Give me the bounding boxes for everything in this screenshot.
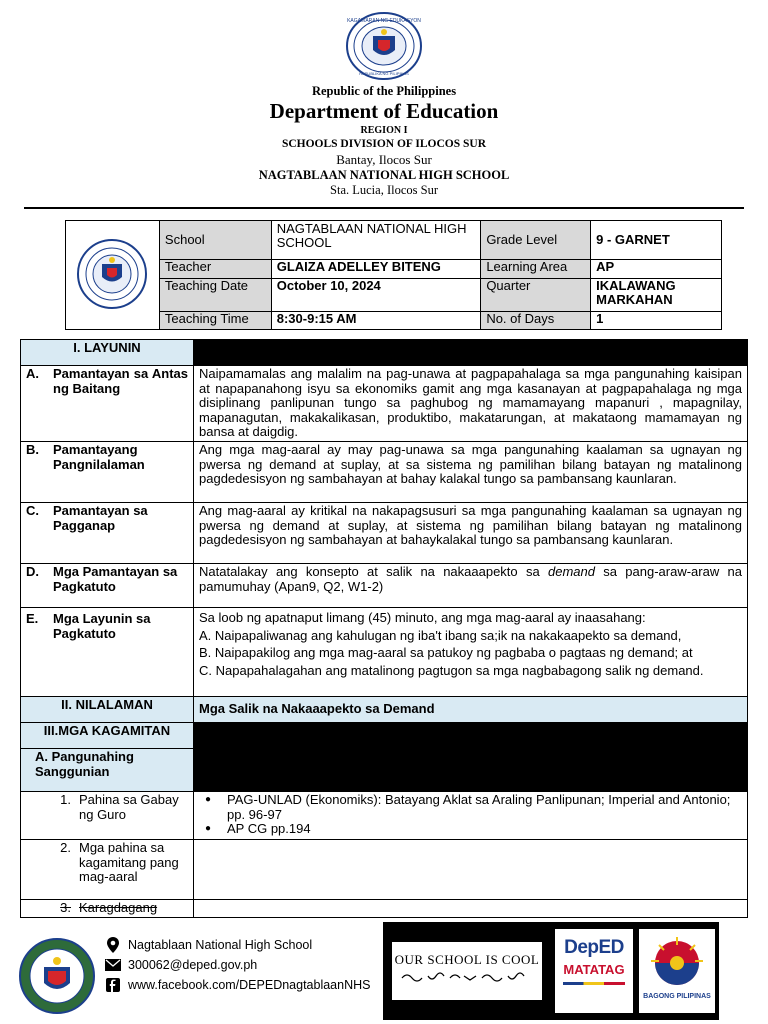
- area-label: Learning Area: [481, 260, 591, 279]
- date-value: October 10, 2024: [271, 279, 481, 312]
- school-location: Sta. Lucia, Ilocos Sur: [330, 183, 438, 197]
- row-a-text: Naipamamalas ang malalim na pag-unawa at pagpapahalaga sa mga pangunahing kaisipan at napapanahong isyu sa ekonomiks gamit ang mga kasanayan at pagpapahalaga ng mga disiplinang panlipunan tungo sa paghubog ng mamamayang mapanuri , mapagnilay, mapanagutan, makakalikasan, produktibo, makatarungan, at makataong mamamayan ng bansa at daigdig.: [194, 366, 748, 442]
- bullet-item: ● AP CG pp.194: [205, 821, 311, 836]
- row-e-label: E. Mga Layunin sa Pagkatuto: [21, 608, 194, 697]
- envelope-icon: [105, 957, 121, 973]
- footer-email: 300062@deped.gov.ph: [105, 957, 257, 973]
- bullet-item: ● PAG-UNLAD (Ekonomiks): Batayang Aklat sa Araling Panlipunan; Imperial and Antonio; pp. 96-97: [205, 792, 731, 822]
- kagamitan-header: III.MGA KAGAMITAN: [21, 723, 194, 749]
- row-3-text: [194, 900, 748, 918]
- bagong-pilipinas-card: [639, 929, 715, 1013]
- ref-blank: [194, 749, 748, 792]
- row-e-text: [194, 608, 748, 697]
- row-2-text: [194, 840, 748, 900]
- school-value: NAGTABLAAN NATIONAL HIGH SCHOOL: [271, 221, 481, 260]
- deped-logo-text: DepED: [564, 937, 624, 958]
- branding-banner: [383, 922, 719, 1020]
- deped-seal-icon: [345, 12, 423, 80]
- teacher-label: Teacher: [159, 260, 271, 279]
- school-logo-icon: [18, 937, 96, 1015]
- deped-matatag-card: [555, 929, 633, 1013]
- division-line: SCHOOLS DIVISION OF ILOCOS SUR: [281, 138, 487, 150]
- baybayin-script-icon: [392, 968, 542, 988]
- bagong-pilipinas-text: BAGONG PILIPINAS: [643, 993, 711, 1000]
- row-3-label: 3. Karagdagang: [21, 900, 194, 918]
- header-divider: [24, 207, 744, 209]
- matatag-text: MATATAG: [563, 962, 625, 977]
- date-label: Teaching Date: [159, 279, 271, 312]
- days-value: 1: [591, 312, 722, 330]
- quarter-value: IKALAWANG MARKAHAN: [591, 279, 722, 312]
- svg-text:KAGAWARAN NG EDUKASYON: KAGAWARAN NG EDUKASYON: [347, 18, 421, 24]
- lesson-plan-table: [20, 339, 748, 918]
- layunin-blank: [194, 340, 748, 366]
- bagong-pilipinas-logo-icon: [649, 935, 705, 987]
- footer-school: Nagtablaan National High School: [105, 937, 312, 953]
- row-b-label: B. Pamantayang Pangnilalaman: [21, 442, 194, 503]
- row-2-label: 2. Mga pahina sa kagamitang pang mag-aaral: [21, 840, 194, 900]
- row-a-label: A. Pamantayan sa Antas ng Baitang: [21, 366, 194, 442]
- location-pin-icon: [105, 937, 121, 953]
- motto-card: [392, 942, 542, 1000]
- kagamitan-blank: [194, 723, 748, 749]
- teacher-value: GLAIZA ADELLEY BITENG: [271, 260, 481, 279]
- seal-cell: [66, 221, 160, 330]
- school-name: NAGTABLAAN NATIONAL HIGH SCHOOL: [258, 168, 510, 182]
- division-location: Bantay, Ilocos Sur: [336, 152, 432, 167]
- lesson-info-table: [65, 220, 722, 330]
- time-value: 8:30-9:15 AM: [271, 312, 481, 330]
- department-title: Department of Education: [269, 99, 499, 123]
- time-label: Teaching Time: [159, 312, 271, 330]
- nilalaman-header: II. NILALAMAN: [21, 697, 194, 723]
- row-1-text: [194, 792, 748, 840]
- e-objective-c: C. Napapahalagahan ang matalinong pagtugon sa mga nagbabagong salik ng demand.: [199, 662, 704, 678]
- e-objective-a: A. Naipapaliwanag ang kahulugan ng iba't ibang sa;ik na nakakaapekto sa demand,: [199, 627, 682, 643]
- days-label: No. of Days: [481, 312, 591, 330]
- motto-text: OUR SCHOOL IS COOL: [394, 952, 540, 967]
- footer: [0, 925, 768, 1024]
- row-b-text: Ang mga mag-aaral ay may pag-unawa sa mga pangunahing kaalaman sa ugnayan ng pwersa ng demand at suplay, at sa sistema ng pamilihan bilang batayan ng matalinong pagdedesisyon ng sambahayan at bahay kalakal tungo sa pambansang kaunlaran.: [194, 442, 748, 503]
- e-intro: Sa loob ng apatnaput limang (45) minuto, ang mga mag-aaral ay inaasahang:: [199, 610, 646, 625]
- region-line: REGION I: [360, 125, 408, 136]
- row-1-label: 1. Pahina sa Gabay ng Guro: [21, 792, 194, 840]
- school-label: School: [159, 221, 271, 260]
- ref-label: A. Pangunahing Sanggunian: [21, 749, 194, 792]
- e-objective-b: B. Naipapakilog ang mga mag-aaral sa patukoy ng pagbaba o pagtaas ng demand; at: [199, 645, 693, 660]
- footer-facebook: www.facebook.com/DEPEDnagtablaanNHS: [105, 977, 370, 993]
- quarter-label: Quarter: [481, 279, 591, 312]
- row-d-label: D. Mga Pamantayan sa Pagkatuto: [21, 564, 194, 608]
- grade-label: Grade Level: [481, 221, 591, 260]
- row-d-text: Natatalakay ang konsepto at salik na nakaaapekto sa demand sa pang-araw-araw na pamumuhay (Apan9, Q2, W1-2): [194, 564, 748, 608]
- area-value: AP: [591, 260, 722, 279]
- row-c-text: Ang mag-aaral ay kritikal na nakapagsusuri sa mga pangunahing kaalaman sa ugnayan ng pwersa ng demand at suplay, at sistema ng pamilihan bilang batayan ng matalinong pagdedesisyon ng sambahayan at bahaykalakal tungo sa pambansang kaunlaran.: [194, 503, 748, 564]
- layunin-header: I. LAYUNIN: [21, 340, 194, 366]
- nilalaman-value: Mga Salik na Nakaaapekto sa Demand: [194, 697, 748, 723]
- facebook-icon: [105, 977, 121, 993]
- matatag-stripe: [563, 982, 625, 985]
- svg-text:REPUBLIKA NG PILIPINAS: REPUBLIKA NG PILIPINAS: [359, 71, 409, 76]
- republic-line: Republic of the Philippines: [311, 84, 457, 98]
- grade-value: 9 - GARNET: [591, 221, 722, 260]
- deped-seal-icon: [76, 238, 148, 310]
- row-c-label: C. Pamantayan sa Pagganap: [21, 503, 194, 564]
